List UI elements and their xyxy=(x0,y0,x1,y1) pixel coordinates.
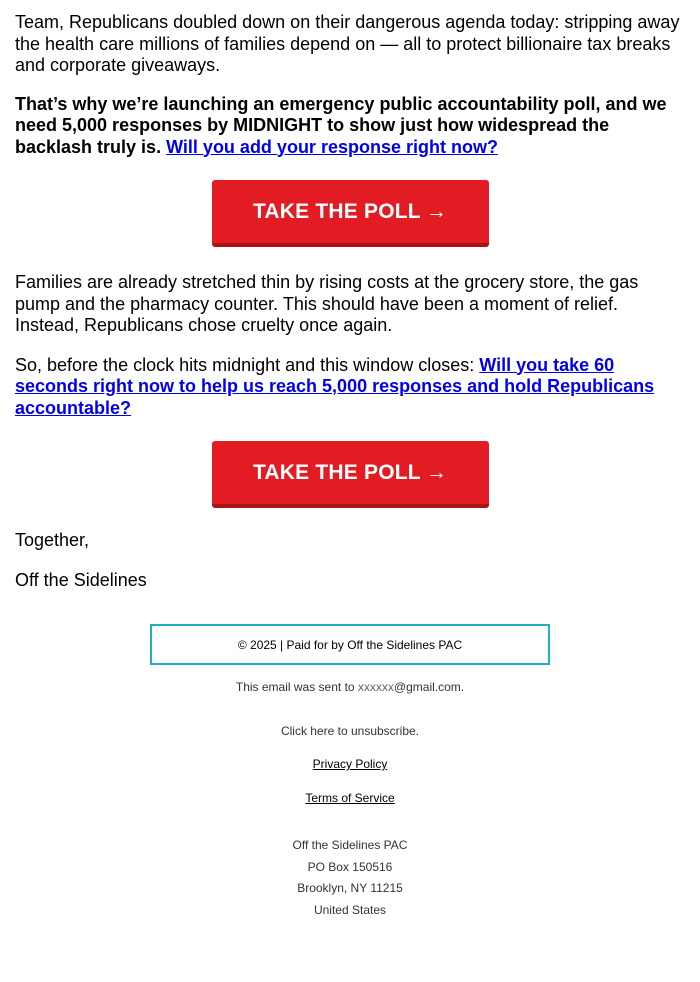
address-city: Brooklyn, NY 11215 xyxy=(297,881,403,895)
email-footer xyxy=(15,624,685,921)
take-poll-button-2[interactable] xyxy=(212,441,489,508)
privacy-line xyxy=(15,757,685,771)
address-country: United States xyxy=(313,902,387,917)
paragraph-intro-text: Team, Republicans doubled down on their dangerous agenda today: stripping away the health care millions of families depend on — all to protect billionaire tax breaks and corporate giveaways. xyxy=(15,12,680,75)
paid-for-box xyxy=(150,624,550,665)
paragraph-deadline-text: So, before the clock hits midnight and this window closes: xyxy=(15,354,475,375)
paragraph-costs xyxy=(15,272,685,337)
paragraph-deadline xyxy=(15,355,685,420)
paid-for-text: © 2025 | Paid for by Off the Sidelines PAC xyxy=(237,637,463,652)
mailing-address xyxy=(15,835,685,921)
take-poll-button-1-label: TAKE THE POLL xyxy=(252,199,421,223)
sent-to-domain: @gmail.com. xyxy=(393,680,465,694)
paragraph-poll-ask-text: That’s why we’re launching an emergency public accountability poll, and we need 5,000 responses by MIDNIGHT to show just how widespread the backlash truly is. xyxy=(15,93,667,157)
arrow-right-icon: → xyxy=(425,199,448,223)
terms-line xyxy=(15,791,685,805)
paragraph-poll-ask xyxy=(15,94,685,159)
arrow-right-icon: → xyxy=(425,460,448,484)
address-org: Off the Sidelines PAC xyxy=(292,838,408,852)
take-poll-button-1[interactable] xyxy=(212,180,489,247)
sent-to-line xyxy=(15,680,685,694)
take-poll-button-2-label: TAKE THE POLL xyxy=(252,460,421,484)
cta-container-1 xyxy=(15,180,685,247)
paragraph-intro xyxy=(15,12,685,77)
paragraph-costs-text: Families are already stretched thin by rising costs at the grocery store, the gas pump and the pharmacy counter. This should have been a moment of relief. Instead, Republicans chose cruelty once again. xyxy=(15,272,639,335)
signature: Off the Sidelines xyxy=(15,569,147,590)
unsubscribe-link[interactable]: Click here to unsubscribe. xyxy=(280,724,420,738)
add-response-link[interactable]: Will you add your response right now? xyxy=(166,136,498,157)
privacy-policy-link[interactable]: Privacy Policy xyxy=(312,757,388,771)
sent-to-prefix: This email was sent to xyxy=(235,680,355,694)
signoff: Together, xyxy=(15,530,90,550)
cta-container-2 xyxy=(15,441,685,508)
address-po-box: PO Box 150516 xyxy=(307,859,393,874)
sent-to-masked-email: xxxxxx xyxy=(357,680,394,694)
terms-of-service-link[interactable]: Terms of Service xyxy=(305,791,395,805)
take-60-seconds-link[interactable]: Will you take 60 seconds right now to help us reach 5,000 responses and hold Republicans accountable? xyxy=(15,354,655,418)
